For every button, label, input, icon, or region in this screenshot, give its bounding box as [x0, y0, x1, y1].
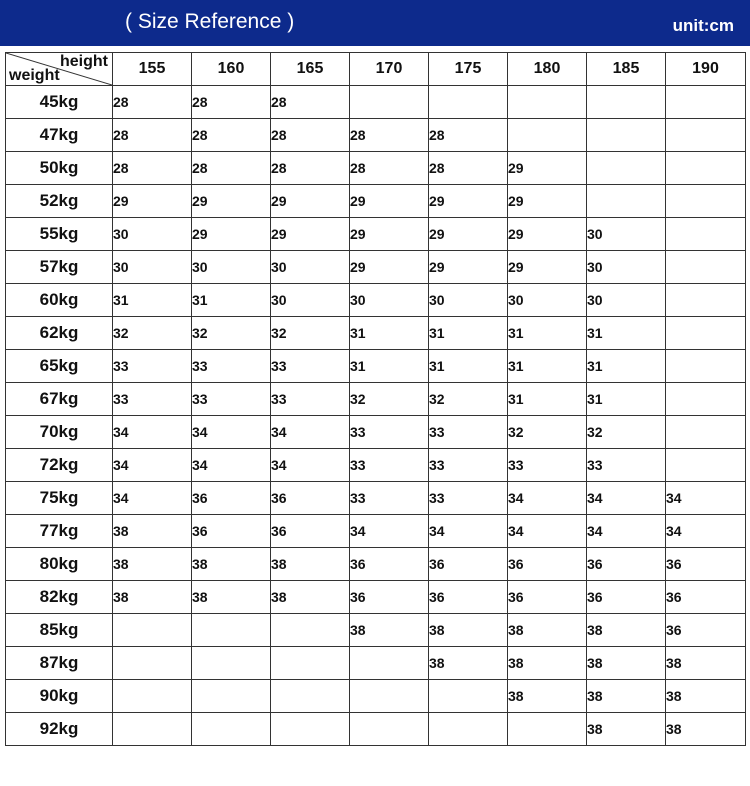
size-cell: 36 — [271, 482, 350, 515]
size-cell: 29 — [508, 251, 587, 284]
size-cell: 38 — [271, 581, 350, 614]
size-cell: 33 — [350, 449, 429, 482]
height-header: 185 — [587, 53, 666, 86]
size-cell — [350, 713, 429, 746]
table-row — [6, 647, 746, 680]
weight-cell: 87kg — [6, 647, 113, 680]
size-cell: 33 — [429, 449, 508, 482]
weight-cell: 72kg — [6, 449, 113, 482]
table-row — [6, 86, 746, 119]
size-cell: 30 — [113, 251, 192, 284]
size-cell — [271, 713, 350, 746]
table-row — [6, 185, 746, 218]
size-cell — [666, 119, 746, 152]
weight-cell: 57kg — [6, 251, 113, 284]
height-header: 155 — [113, 53, 192, 86]
size-cell: 28 — [350, 152, 429, 185]
table-row — [6, 713, 746, 746]
table-row — [6, 218, 746, 251]
weight-cell: 55kg — [6, 218, 113, 251]
size-cell: 36 — [350, 581, 429, 614]
size-cell — [666, 86, 746, 119]
table-row — [6, 284, 746, 317]
size-cell: 31 — [587, 317, 666, 350]
weight-cell: 70kg — [6, 416, 113, 449]
size-cell — [429, 680, 508, 713]
size-cell: 29 — [113, 185, 192, 218]
size-cell: 36 — [429, 581, 508, 614]
size-cell: 30 — [113, 218, 192, 251]
table-row — [6, 614, 746, 647]
size-cell: 29 — [271, 218, 350, 251]
size-cell: 31 — [350, 317, 429, 350]
size-cell: 33 — [192, 383, 271, 416]
size-cell: 36 — [350, 548, 429, 581]
size-cell: 38 — [508, 614, 587, 647]
table-row — [6, 482, 746, 515]
table-row — [6, 119, 746, 152]
size-cell — [113, 680, 192, 713]
size-cell — [666, 383, 746, 416]
size-cell: 28 — [192, 152, 271, 185]
weight-cell: 50kg — [6, 152, 113, 185]
size-cell — [508, 86, 587, 119]
size-cell: 38 — [350, 614, 429, 647]
size-cell: 30 — [587, 284, 666, 317]
size-cell: 33 — [429, 482, 508, 515]
size-cell: 33 — [429, 416, 508, 449]
weight-cell: 90kg — [6, 680, 113, 713]
size-cell: 29 — [429, 251, 508, 284]
size-cell: 30 — [587, 251, 666, 284]
size-cell — [587, 119, 666, 152]
size-cell: 31 — [350, 350, 429, 383]
size-cell: 29 — [350, 218, 429, 251]
size-cell — [508, 713, 587, 746]
size-cell: 32 — [350, 383, 429, 416]
size-cell — [271, 614, 350, 647]
size-cell: 30 — [271, 284, 350, 317]
size-cell: 28 — [429, 119, 508, 152]
size-cell — [666, 284, 746, 317]
size-cell — [271, 647, 350, 680]
table-row — [6, 548, 746, 581]
size-cell: 38 — [113, 548, 192, 581]
size-cell — [666, 218, 746, 251]
size-cell: 38 — [429, 647, 508, 680]
size-cell: 29 — [508, 152, 587, 185]
size-cell: 33 — [271, 350, 350, 383]
size-cell: 33 — [587, 449, 666, 482]
weight-cell: 60kg — [6, 284, 113, 317]
size-cell: 38 — [666, 680, 746, 713]
size-cell: 38 — [587, 680, 666, 713]
size-cell: 36 — [271, 515, 350, 548]
size-cell: 30 — [429, 284, 508, 317]
size-cell: 28 — [271, 86, 350, 119]
height-header: 180 — [508, 53, 587, 86]
size-cell: 33 — [508, 449, 587, 482]
size-cell: 34 — [271, 416, 350, 449]
size-cell: 38 — [587, 713, 666, 746]
size-cell: 36 — [508, 548, 587, 581]
height-header: 170 — [350, 53, 429, 86]
size-cell: 31 — [587, 350, 666, 383]
size-cell: 32 — [113, 317, 192, 350]
size-cell — [429, 86, 508, 119]
size-cell: 34 — [113, 449, 192, 482]
weight-cell: 80kg — [6, 548, 113, 581]
size-cell: 29 — [508, 185, 587, 218]
size-cell — [666, 416, 746, 449]
table-row — [6, 416, 746, 449]
size-cell — [666, 449, 746, 482]
weight-cell: 62kg — [6, 317, 113, 350]
size-cell: 38 — [113, 515, 192, 548]
header-row — [6, 53, 746, 86]
header-banner — [0, 0, 750, 46]
size-cell: 28 — [271, 152, 350, 185]
corner-weight-label: weight — [9, 67, 60, 84]
table-row — [6, 449, 746, 482]
size-cell: 30 — [271, 251, 350, 284]
size-cell: 38 — [666, 647, 746, 680]
size-cell: 36 — [587, 581, 666, 614]
size-cell: 38 — [271, 548, 350, 581]
size-cell: 32 — [508, 416, 587, 449]
size-cell: 33 — [350, 416, 429, 449]
size-cell — [350, 647, 429, 680]
size-cell: 36 — [192, 515, 271, 548]
size-cell: 28 — [271, 119, 350, 152]
size-cell: 31 — [113, 284, 192, 317]
banner-title: ( Size Reference ) — [125, 10, 295, 33]
size-cell: 29 — [429, 185, 508, 218]
size-cell: 34 — [113, 482, 192, 515]
size-cell: 36 — [192, 482, 271, 515]
size-cell: 28 — [113, 119, 192, 152]
size-cell — [192, 647, 271, 680]
size-cell — [666, 251, 746, 284]
size-cell: 33 — [113, 350, 192, 383]
weight-cell: 67kg — [6, 383, 113, 416]
size-cell — [587, 86, 666, 119]
size-cell — [113, 647, 192, 680]
size-cell: 31 — [508, 317, 587, 350]
size-cell — [587, 152, 666, 185]
size-cell: 34 — [587, 515, 666, 548]
size-cell: 38 — [192, 548, 271, 581]
weight-cell: 65kg — [6, 350, 113, 383]
table-row — [6, 350, 746, 383]
table-row — [6, 251, 746, 284]
size-cell — [666, 152, 746, 185]
weight-cell: 47kg — [6, 119, 113, 152]
weight-cell: 85kg — [6, 614, 113, 647]
size-cell — [666, 185, 746, 218]
weight-cell: 52kg — [6, 185, 113, 218]
size-cell: 33 — [271, 383, 350, 416]
size-cell: 36 — [587, 548, 666, 581]
size-cell: 31 — [508, 383, 587, 416]
size-cell: 38 — [587, 647, 666, 680]
size-cell — [192, 713, 271, 746]
size-cell: 32 — [271, 317, 350, 350]
size-cell — [271, 680, 350, 713]
height-header: 190 — [666, 53, 746, 86]
size-cell — [113, 614, 192, 647]
size-cell: 34 — [113, 416, 192, 449]
table-row — [6, 680, 746, 713]
size-cell — [666, 317, 746, 350]
table-row — [6, 515, 746, 548]
corner-height-label: height — [60, 53, 108, 70]
size-cell: 36 — [508, 581, 587, 614]
height-header: 160 — [192, 53, 271, 86]
size-cell: 38 — [508, 680, 587, 713]
table-body — [6, 86, 746, 746]
size-cell: 33 — [113, 383, 192, 416]
size-cell: 38 — [429, 614, 508, 647]
height-header: 165 — [271, 53, 350, 86]
size-cell: 34 — [666, 515, 746, 548]
size-cell: 36 — [666, 548, 746, 581]
size-cell: 33 — [350, 482, 429, 515]
size-cell: 34 — [587, 482, 666, 515]
table-row — [6, 317, 746, 350]
size-cell: 34 — [429, 515, 508, 548]
size-cell: 33 — [192, 350, 271, 383]
size-cell: 34 — [271, 449, 350, 482]
size-cell: 28 — [113, 152, 192, 185]
size-cell — [192, 614, 271, 647]
size-cell: 29 — [429, 218, 508, 251]
size-cell: 36 — [666, 614, 746, 647]
size-cell: 29 — [350, 185, 429, 218]
weight-cell: 82kg — [6, 581, 113, 614]
corner-cell — [6, 53, 113, 86]
size-cell: 28 — [350, 119, 429, 152]
size-cell: 34 — [192, 416, 271, 449]
size-cell: 29 — [192, 185, 271, 218]
size-cell — [113, 713, 192, 746]
size-cell: 31 — [192, 284, 271, 317]
size-reference-table — [5, 52, 746, 746]
size-cell: 30 — [192, 251, 271, 284]
weight-cell: 45kg — [6, 86, 113, 119]
size-cell: 34 — [666, 482, 746, 515]
size-cell: 30 — [350, 284, 429, 317]
size-cell: 30 — [587, 218, 666, 251]
size-cell: 29 — [271, 185, 350, 218]
size-cell: 34 — [192, 449, 271, 482]
size-cell: 32 — [192, 317, 271, 350]
size-cell: 28 — [429, 152, 508, 185]
size-cell — [666, 350, 746, 383]
weight-cell: 77kg — [6, 515, 113, 548]
size-cell: 38 — [508, 647, 587, 680]
size-cell — [587, 185, 666, 218]
size-cell: 34 — [508, 515, 587, 548]
size-cell — [192, 680, 271, 713]
size-cell: 38 — [192, 581, 271, 614]
size-cell: 36 — [429, 548, 508, 581]
size-cell: 31 — [587, 383, 666, 416]
size-cell: 29 — [508, 218, 587, 251]
size-cell: 32 — [429, 383, 508, 416]
table-row — [6, 383, 746, 416]
size-cell: 36 — [666, 581, 746, 614]
size-cell: 38 — [587, 614, 666, 647]
size-cell: 28 — [113, 86, 192, 119]
size-cell: 32 — [587, 416, 666, 449]
height-header: 175 — [429, 53, 508, 86]
size-cell: 31 — [429, 317, 508, 350]
size-cell — [350, 680, 429, 713]
size-cell: 38 — [113, 581, 192, 614]
size-cell: 38 — [666, 713, 746, 746]
size-cell: 34 — [508, 482, 587, 515]
table-row — [6, 581, 746, 614]
size-cell — [429, 713, 508, 746]
size-cell — [350, 86, 429, 119]
weight-cell: 75kg — [6, 482, 113, 515]
table-row — [6, 152, 746, 185]
size-cell: 31 — [429, 350, 508, 383]
size-cell: 30 — [508, 284, 587, 317]
size-cell: 34 — [350, 515, 429, 548]
size-cell: 29 — [192, 218, 271, 251]
size-cell: 29 — [350, 251, 429, 284]
size-cell: 28 — [192, 86, 271, 119]
size-cell — [508, 119, 587, 152]
unit-label: unit:cm — [672, 16, 734, 35]
size-cell: 28 — [192, 119, 271, 152]
size-cell: 31 — [508, 350, 587, 383]
weight-cell: 92kg — [6, 713, 113, 746]
